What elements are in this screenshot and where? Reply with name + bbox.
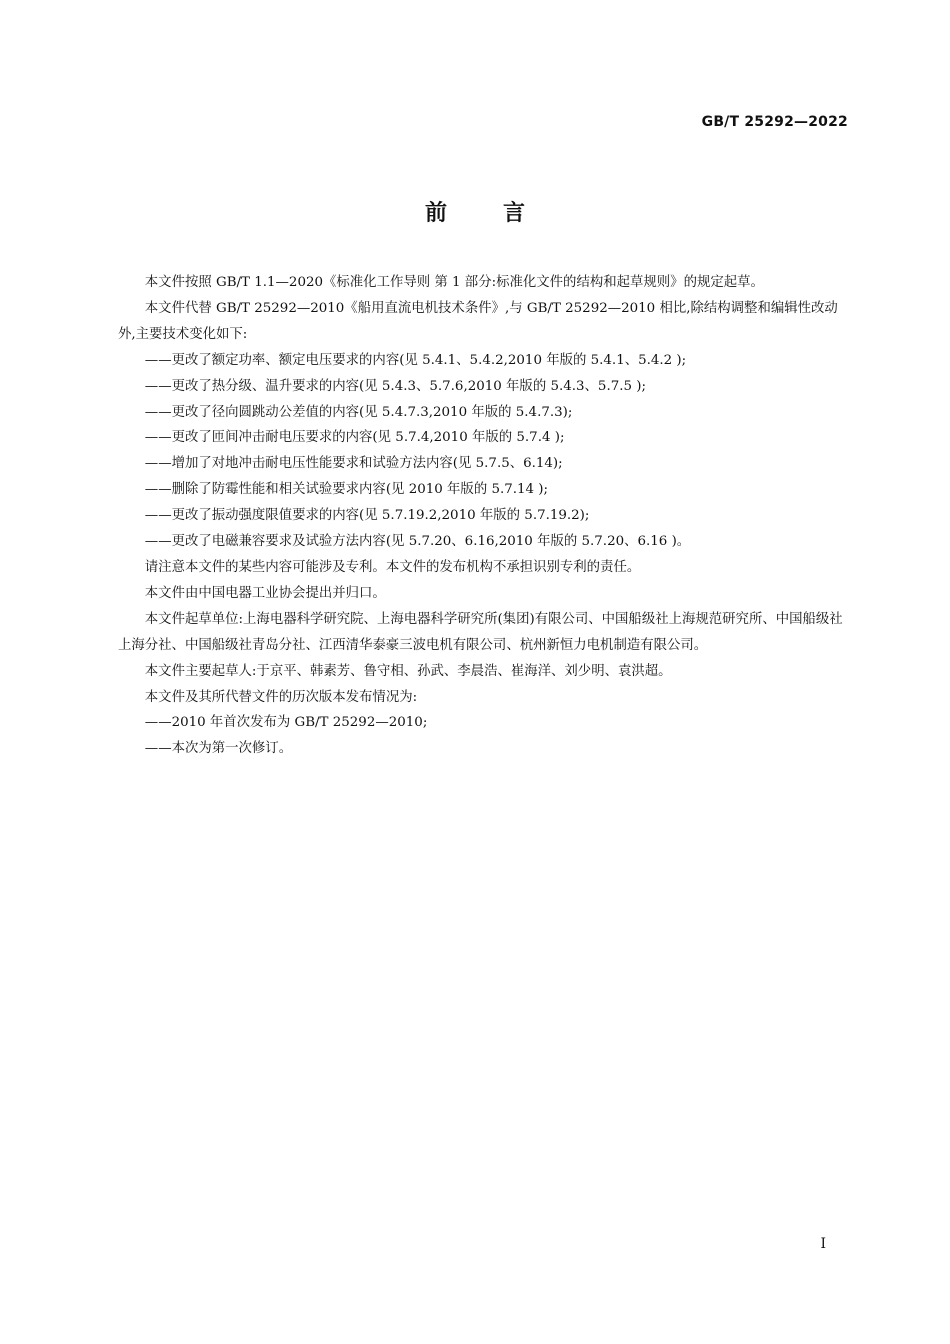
list-item: ——更改了振动强度限值要求的内容(见 5.7.19.2,2010 年版的 5.7.19.2);	[144, 508, 590, 524]
list-item: ——更改了电磁兼容要求及试验方法内容(见 5.7.20、6.16,2010 年版的 5.7.20、6.16 )。	[144, 534, 691, 550]
foreword-body	[118, 270, 850, 762]
paragraph: 本文件及其所代替文件的历次版本发布情况为:	[144, 689, 418, 705]
standard-code: GB/T 25292—2022	[701, 114, 848, 130]
paragraph: 本文件起草单位:上海电器科学研究院、上海电器科学研究所(集团)有限公司、中国船级社上海规范研究所、中国船级社上海分社、中国船级社青岛分社、江西清华泰豪三波电机有限公司、杭州新恒力电机制造有限公司。	[118, 611, 843, 653]
list-item: ——删除了防霉性能和相关试验要求内容(见 2010 年版的 5.7.14 );	[144, 482, 549, 498]
page-number: I	[820, 1236, 826, 1252]
list-item: ——增加了对地冲击耐电压性能要求和试验方法内容(见 5.7.5、6.14);	[144, 456, 563, 472]
list-item: ——更改了径向圆跳动公差值的内容(见 5.4.7.3,2010 年版的 5.4.7.3);	[144, 404, 573, 420]
paragraph: 本文件主要起草人:于京平、韩素芳、鲁守相、孙武、李晨浩、崔海洋、刘少明、袁洪超。	[144, 663, 672, 679]
list-item: ——本次为第一次修订。	[144, 741, 293, 757]
list-item: ——更改了额定功率、额定电压要求的内容(见 5.4.1、5.4.2,2010 年版的 5.4.1、5.4.2 );	[144, 352, 687, 368]
list-item: ——更改了匝间冲击耐电压要求的内容(见 5.7.4,2010 年版的 5.7.4 );	[144, 430, 565, 446]
page-title: 前言	[424, 201, 581, 226]
paragraph: 本文件按照 GB/T 1.1—2020《标准化工作导则 第 1 部分:标准化文件的结构和起草规则》的规定起草。	[144, 275, 764, 290]
paragraph: 请注意本文件的某些内容可能涉及专利。本文件的发布机构不承担识别专利的责任。	[144, 559, 641, 575]
paragraph: 本文件代替 GB/T 25292—2010《船用直流电机技术条件》,与 GB/T 25292—2010 相比,除结构调整和编辑性改动外,主要技术变化如下:	[118, 300, 838, 342]
paragraph: 本文件由中国电器工业协会提出并归口。	[144, 585, 386, 601]
list-item: ——更改了热分级、温升要求的内容(见 5.4.3、5.7.6,2010 年版的 5.4.3、5.7.5 );	[144, 378, 646, 394]
list-item: ——2010 年首次发布为 GB/T 25292—2010;	[144, 715, 428, 731]
